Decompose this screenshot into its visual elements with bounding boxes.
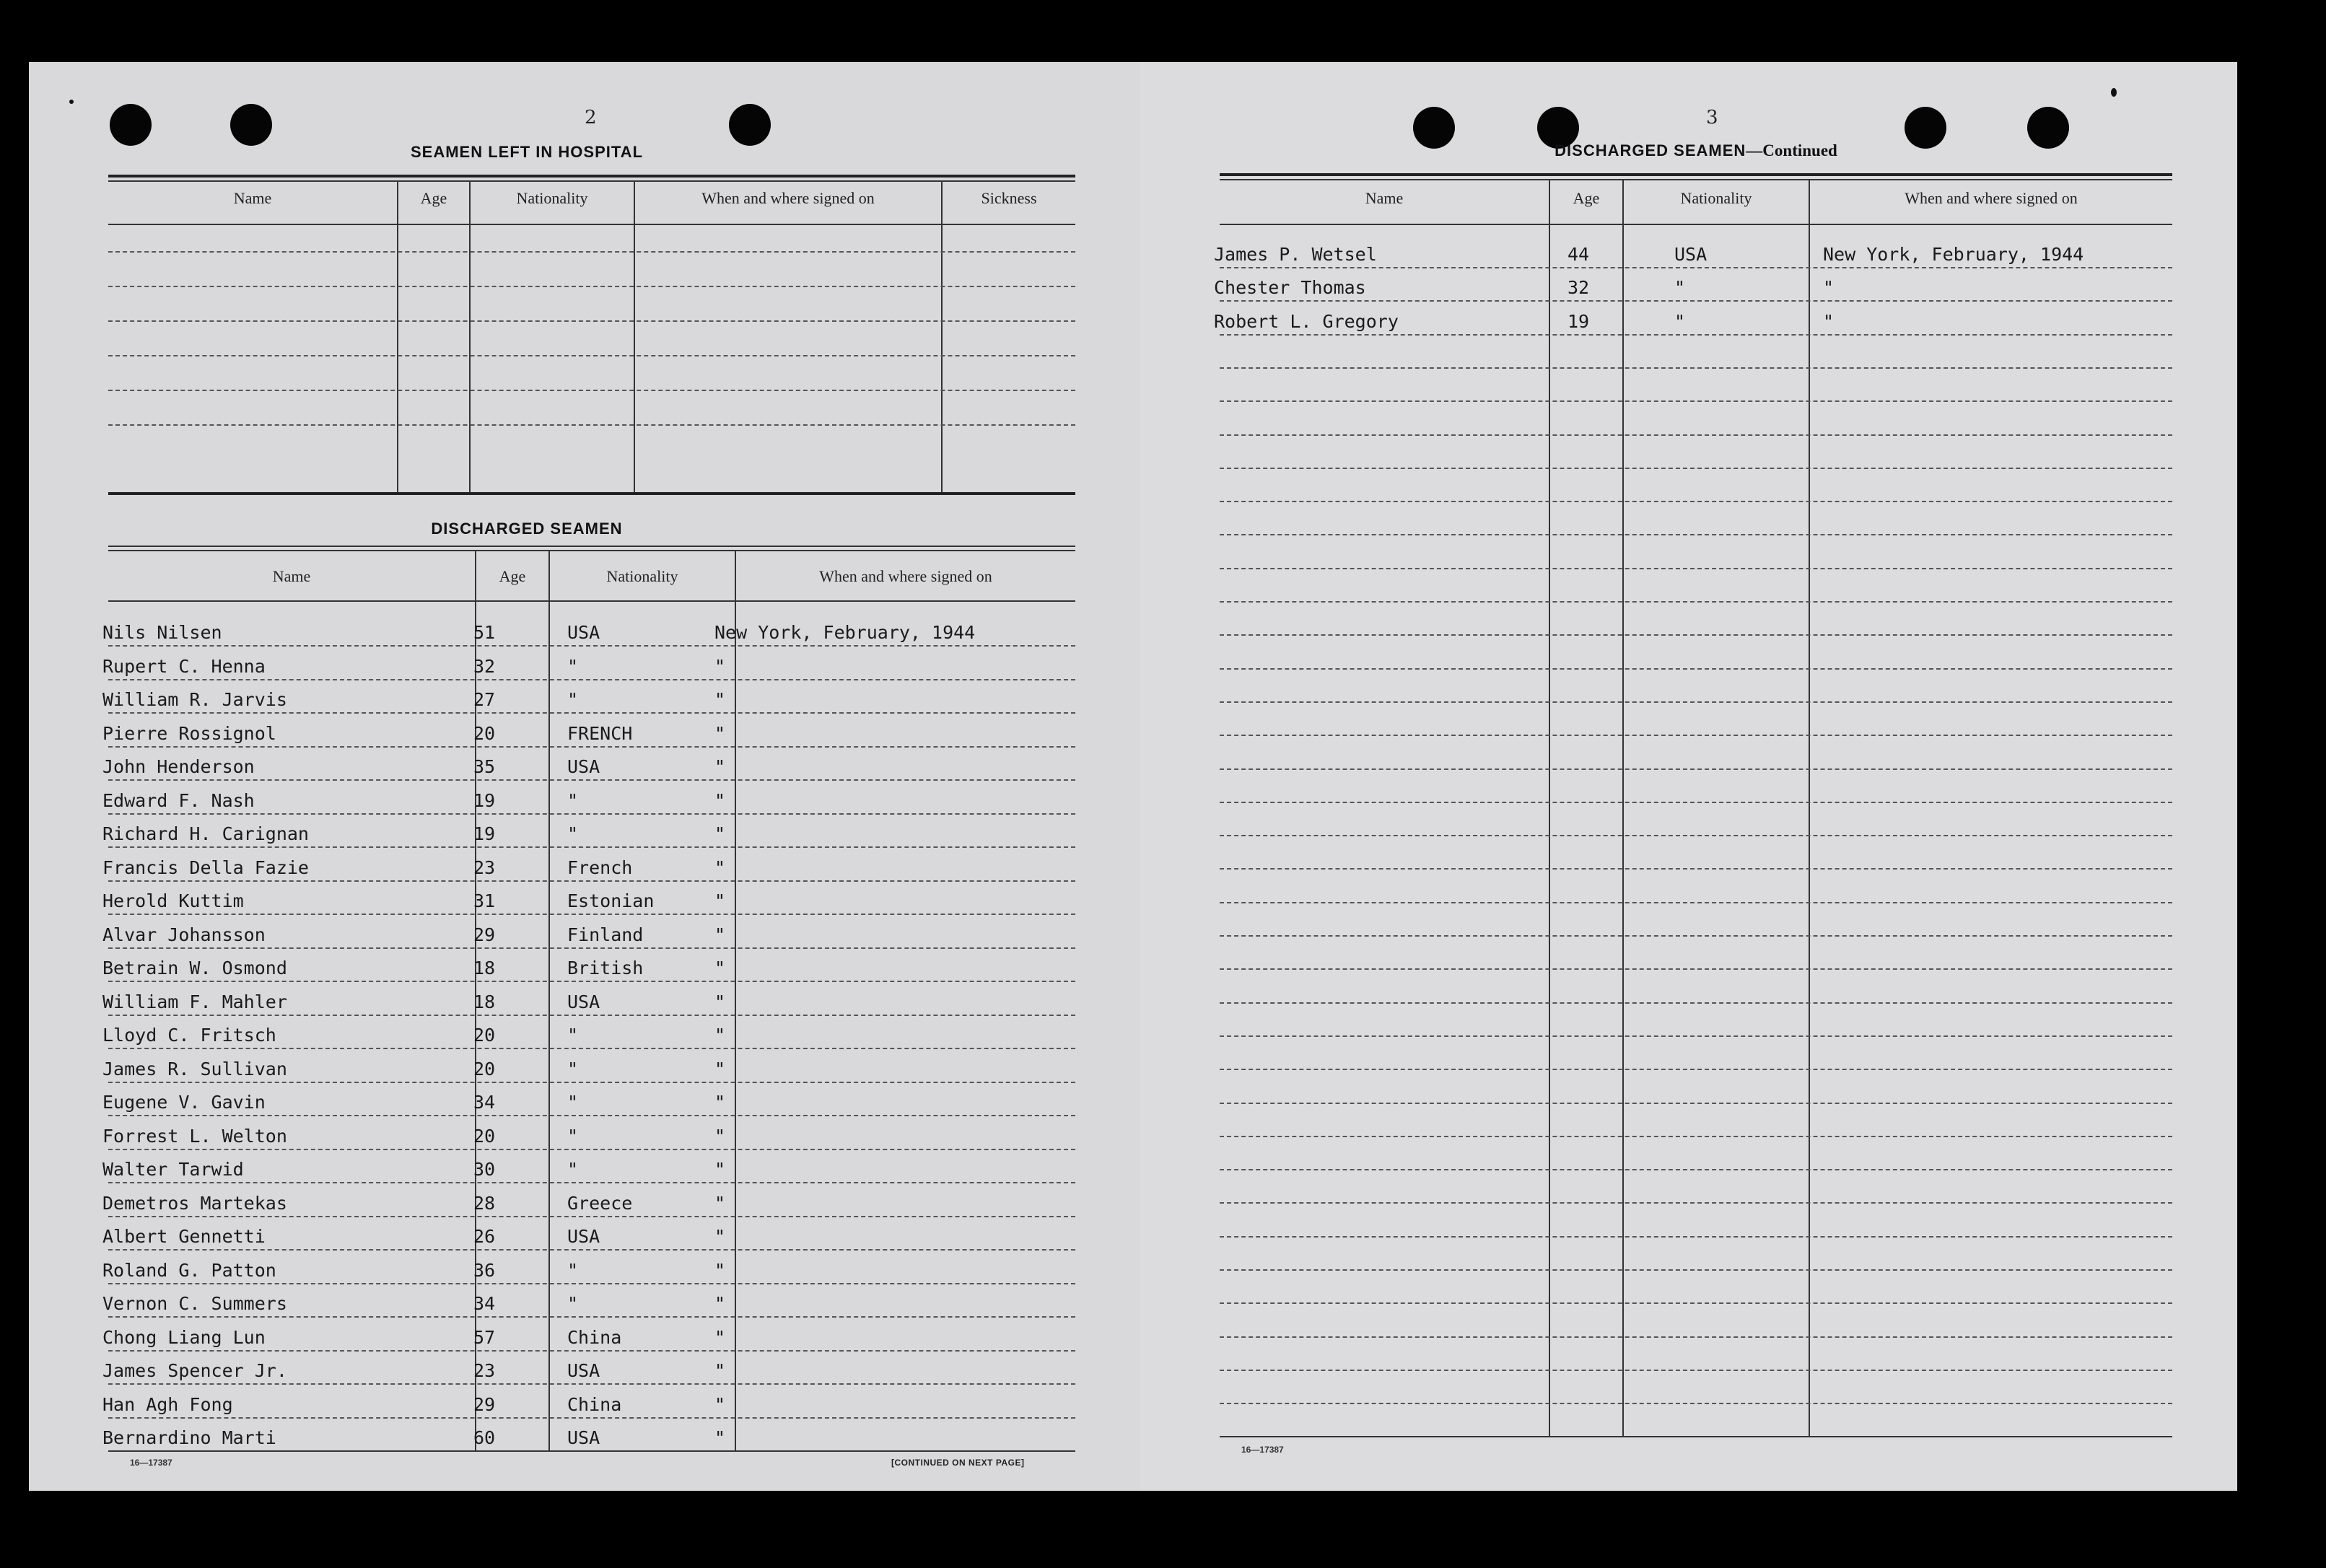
table-row-rule (1220, 1269, 2172, 1271)
table-row-rule (1220, 601, 2172, 603)
table-row-rule (108, 1182, 1075, 1183)
page-number: 2 (585, 107, 597, 128)
seaman-nationality: " (1674, 277, 1686, 299)
table-row-rule (1220, 634, 2172, 636)
seaman-name: Lloyd C. Fritsch (102, 1025, 276, 1046)
seaman-name: John Henderson (102, 756, 255, 777)
seaman-nationality: China (567, 1393, 622, 1415)
seaman-name: Han Agh Fong (102, 1393, 233, 1415)
seaman-signed-on: " (714, 1427, 726, 1448)
seaman-nationality: " (567, 1092, 579, 1113)
seaman-signed-on: " (714, 823, 726, 844)
seaman-name: Francis Della Fazie (102, 857, 309, 878)
seaman-signed-on: " (714, 1159, 726, 1180)
hospital-top-rule (108, 175, 1075, 178)
seaman-nationality: Estonian (567, 890, 655, 911)
seaman-age: 51 (473, 622, 496, 643)
table-row-rule (108, 1316, 1075, 1318)
table-row-rule (1220, 1169, 2172, 1170)
table-row-rule (108, 1216, 1075, 1217)
seaman-age: 26 (473, 1226, 496, 1247)
seaman-age: 32 (1568, 277, 1590, 299)
seaman-age: 18 (473, 991, 496, 1012)
table-row-rule (108, 1048, 1075, 1049)
seaman-signed-on: New York, February, 1944 (714, 622, 976, 643)
table-row-rule (1220, 1103, 2172, 1104)
seaman-nationality: Finland (567, 924, 644, 945)
discharged-col-signed: When and where signed on (819, 567, 992, 585)
right-col-name: Name (1365, 189, 1404, 207)
seaman-name: Alvar Johansson (102, 924, 266, 945)
seaman-signed-on: " (714, 1226, 726, 1247)
form-number: 16—17387 (1241, 1445, 1284, 1455)
table-row-rule (1220, 701, 2172, 703)
table-row-rule (1220, 1403, 2172, 1404)
seaman-age: 28 (473, 1192, 496, 1214)
table-row-rule (108, 1417, 1075, 1419)
seaman-nationality: " (567, 1293, 579, 1314)
seaman-age: 44 (1568, 244, 1590, 265)
seaman-nationality: " (567, 789, 579, 811)
table-row-rule (1220, 267, 2172, 268)
table-row-rule (108, 779, 1075, 781)
table-row-rule (108, 712, 1075, 714)
seaman-age: 31 (473, 890, 496, 911)
table-row-rule (1220, 835, 2172, 836)
table-row-rule (1220, 1336, 2172, 1338)
seaman-signed-on: " (714, 655, 726, 677)
hospital-section-title: SEAMEN LEFT IN HOSPITAL (410, 143, 644, 161)
seaman-age: 23 (473, 857, 496, 878)
seaman-signed-on: " (714, 756, 726, 777)
table-row-rule (108, 1015, 1075, 1016)
hospital-blank-row (108, 390, 1075, 391)
hospital-blank-row (108, 286, 1075, 287)
table-row-rule (108, 914, 1075, 915)
hospital-col-nationality: Nationality (516, 189, 588, 207)
seaman-nationality: " (567, 1125, 579, 1147)
table-row-rule (1220, 935, 2172, 937)
seaman-signed-on: " (714, 1025, 726, 1046)
seaman-signed-on: " (714, 722, 726, 744)
right-col-signed: When and where signed on (1905, 189, 2078, 207)
seaman-name: Robert L. Gregory (1214, 310, 1399, 332)
table-row-rule (1220, 968, 2172, 970)
seaman-nationality: China (567, 1326, 622, 1348)
seaman-nationality: USA (567, 756, 600, 777)
seaman-name: Herold Kuttim (102, 890, 244, 911)
seaman-signed-on: " (714, 1192, 726, 1214)
seaman-age: 23 (473, 1360, 496, 1381)
table-row-rule (1220, 1136, 2172, 1137)
seaman-nationality: " (567, 1025, 579, 1046)
hospital-blank-row (108, 355, 1075, 356)
seaman-nationality: " (567, 1259, 579, 1281)
hospital-blank-row (108, 424, 1075, 426)
hospital-blank-row (108, 320, 1075, 322)
seaman-nationality: FRENCH (567, 722, 633, 744)
seaman-nationality: French (567, 857, 633, 878)
hospital-col-sickness: Sickness (981, 189, 1037, 207)
seaman-age: 27 (473, 689, 496, 710)
hospital-col-signed: When and where signed on (701, 189, 875, 207)
title-continued: —Continued (1746, 141, 1837, 159)
seaman-name: Betrain W. Osmond (102, 958, 287, 978)
seaman-signed-on: " (714, 1259, 726, 1281)
seaman-nationality: USA (1674, 244, 1708, 265)
seaman-signed-on: New York, February, 1944 (1823, 244, 2084, 265)
seaman-signed-on: " (714, 689, 726, 710)
table-row-rule (1220, 1002, 2172, 1004)
seaman-signed-on: " (714, 1125, 726, 1147)
table-row-rule (108, 981, 1075, 982)
seaman-name: Nils Nilsen (102, 622, 222, 643)
form-number: 16—17387 (130, 1458, 172, 1468)
hospital-blank-row (108, 251, 1075, 253)
seaman-nationality: Greece (567, 1192, 633, 1214)
table-row-rule (1220, 802, 2172, 803)
seaman-nationality: USA (567, 622, 600, 643)
seaman-name: Rupert C. Henna (102, 655, 266, 677)
table-row-rule (1220, 1069, 2172, 1070)
seaman-nationality: " (567, 1159, 579, 1180)
seaman-nationality: " (567, 1058, 579, 1079)
table-row-rule (108, 1249, 1075, 1251)
table-row-rule (1220, 434, 2172, 436)
seaman-age: 36 (473, 1259, 496, 1281)
discharged-continued-title (1537, 141, 1855, 160)
table-row-rule (1220, 300, 2172, 302)
table-row-rule (1220, 568, 2172, 569)
seaman-name: James P. Wetsel (1214, 244, 1377, 265)
seaman-nationality: USA (567, 1226, 600, 1247)
seaman-age: 19 (473, 823, 496, 844)
seaman-nationality: " (1674, 310, 1686, 332)
seaman-name: Chong Liang Lun (102, 1326, 266, 1348)
discharged-col-nationality: Nationality (606, 567, 678, 585)
seaman-signed-on: " (714, 857, 726, 878)
seaman-name: Eugene V. Gavin (102, 1092, 266, 1113)
seaman-age: 60 (473, 1427, 496, 1448)
seaman-name: Roland G. Patton (102, 1259, 276, 1281)
punch-hole (110, 104, 152, 146)
seaman-name: William R. Jarvis (102, 689, 287, 710)
seaman-name: Vernon C. Summers (102, 1293, 287, 1314)
seaman-age: 32 (473, 655, 496, 677)
seaman-signed-on: " (714, 1360, 726, 1381)
table-row-rule (108, 880, 1075, 882)
seaman-age: 30 (473, 1159, 496, 1180)
right-page (1140, 62, 2237, 1491)
seaman-nationality: USA (567, 991, 600, 1012)
table-row-rule (1220, 468, 2172, 469)
table-row-rule (1220, 1035, 2172, 1037)
seaman-signed-on: " (714, 789, 726, 811)
seaman-signed-on: " (714, 890, 726, 911)
table-row-rule (1220, 768, 2172, 770)
seaman-nationality: USA (567, 1360, 600, 1381)
table-row-rule (1220, 400, 2172, 402)
table-row-rule (108, 1149, 1075, 1150)
table-row-rule (1220, 735, 2172, 736)
table-row-rule (1220, 668, 2172, 670)
table-row-rule (1220, 501, 2172, 502)
seaman-name: James R. Sullivan (102, 1058, 287, 1079)
table-row-rule (108, 645, 1075, 647)
continued-note: [CONTINUED ON NEXT PAGE] (891, 1458, 1025, 1468)
seaman-age: 20 (473, 1125, 496, 1147)
seaman-name: Bernardino Marti (102, 1427, 276, 1448)
table-row-rule (1220, 367, 2172, 369)
seaman-name: Albert Gennetti (102, 1226, 266, 1247)
seaman-name: Forrest L. Welton (102, 1125, 287, 1147)
seaman-age: 35 (473, 756, 496, 777)
seaman-name: James Spencer Jr. (102, 1360, 287, 1381)
punch-hole (1905, 107, 1946, 149)
table-row-rule (108, 1082, 1075, 1083)
discharged-col-age: Age (499, 567, 526, 585)
table-row-rule (1220, 902, 2172, 903)
table-row-rule (108, 1383, 1075, 1385)
seaman-nationality: British (567, 958, 644, 978)
seaman-age: 34 (473, 1293, 496, 1314)
hospital-col-age: Age (420, 189, 447, 207)
table-row-rule (1220, 534, 2172, 535)
seaman-nationality: " (567, 823, 579, 844)
table-row-rule (1220, 1202, 2172, 1204)
left-page (29, 62, 1140, 1491)
seaman-signed-on: " (1823, 277, 1835, 299)
seaman-age: 20 (473, 1058, 496, 1079)
hospital-col-name: Name (233, 189, 272, 207)
seaman-nationality: " (567, 655, 579, 677)
table-row-rule (1220, 868, 2172, 870)
punch-hole (230, 104, 272, 146)
table-row-rule (1220, 1302, 2172, 1304)
seaman-age: 18 (473, 958, 496, 978)
seaman-signed-on: " (714, 1393, 726, 1415)
page-number: 3 (1706, 107, 1718, 128)
seaman-age: 29 (473, 1393, 496, 1415)
seaman-age: 20 (473, 722, 496, 744)
discharged-col-name: Name (272, 567, 311, 585)
table-row-rule (108, 746, 1075, 748)
seaman-signed-on: " (714, 1058, 726, 1079)
punch-hole (729, 104, 771, 146)
seaman-nationality: USA (567, 1427, 600, 1448)
right-col-age: Age (1573, 189, 1600, 207)
seaman-age: 29 (473, 924, 496, 945)
table-row-rule (108, 679, 1075, 680)
right-col-nationality: Nationality (1680, 189, 1752, 207)
seaman-age: 19 (473, 789, 496, 811)
seaman-name: Walter Tarwid (102, 1159, 244, 1180)
seaman-name: Richard H. Carignan (102, 823, 309, 844)
seaman-signed-on: " (714, 1092, 726, 1113)
punch-hole (2027, 107, 2069, 149)
table-row-rule (108, 1350, 1075, 1352)
seaman-name: William F. Mahler (102, 991, 287, 1012)
seaman-age: 19 (1568, 310, 1590, 332)
table-row-rule (1220, 1370, 2172, 1371)
table-row-rule (108, 1115, 1075, 1116)
seaman-signed-on: " (714, 1326, 726, 1348)
table-row-rule (1220, 1236, 2172, 1238)
seaman-name: Demetros Martekas (102, 1192, 287, 1214)
seaman-age: 34 (473, 1092, 496, 1113)
seaman-signed-on: " (714, 991, 726, 1012)
title-main: DISCHARGED SEAMEN (1555, 141, 1746, 159)
table-row-rule (108, 846, 1075, 848)
table-row-rule (108, 1283, 1075, 1284)
seaman-name: Edward F. Nash (102, 789, 255, 811)
table-row-rule (108, 947, 1075, 949)
seaman-name: Pierre Rossignol (102, 722, 276, 744)
seaman-age: 57 (473, 1326, 496, 1348)
seaman-signed-on: " (714, 958, 726, 978)
seaman-signed-on: " (714, 924, 726, 945)
table-row-rule (108, 813, 1075, 815)
seaman-signed-on: " (1823, 310, 1835, 332)
seaman-name: Chester Thomas (1214, 277, 1366, 299)
seaman-signed-on: " (714, 1293, 726, 1314)
discharged-section-title: DISCHARGED SEAMEN (426, 520, 628, 538)
punch-hole (1413, 107, 1455, 149)
seaman-nationality: " (567, 689, 579, 710)
seaman-age: 20 (473, 1025, 496, 1046)
table-row-rule (1220, 334, 2172, 336)
